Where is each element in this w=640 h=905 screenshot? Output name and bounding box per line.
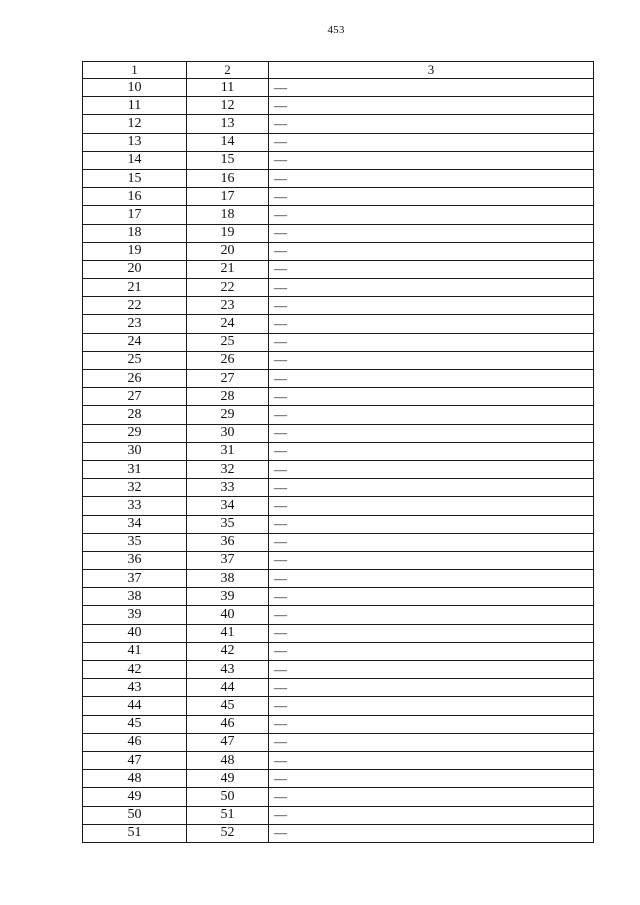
cell-col-2: 22 <box>187 279 269 297</box>
table-row <box>83 351 594 369</box>
cell-col-1: 31 <box>83 460 187 478</box>
cell-col-3: — <box>269 351 594 369</box>
cell-col-2: 15 <box>187 151 269 169</box>
table-row <box>83 642 594 660</box>
cell-col-3: — <box>269 770 594 788</box>
cell-col-1: 45 <box>83 715 187 733</box>
cell-col-2: 42 <box>187 642 269 660</box>
cell-col-3: — <box>269 406 594 424</box>
table-row <box>83 715 594 733</box>
table-row <box>83 133 594 151</box>
cell-col-1: 36 <box>83 551 187 569</box>
cell-col-1: 30 <box>83 442 187 460</box>
cell-col-2: 30 <box>187 424 269 442</box>
cell-col-3: — <box>269 697 594 715</box>
cell-col-2: 24 <box>187 315 269 333</box>
table-row <box>83 442 594 460</box>
cell-col-3: — <box>269 370 594 388</box>
cell-col-2: 41 <box>187 624 269 642</box>
cell-col-3: — <box>269 661 594 679</box>
cell-col-1: 35 <box>83 533 187 551</box>
cell-col-2: 29 <box>187 406 269 424</box>
cell-col-1: 28 <box>83 406 187 424</box>
cell-col-2: 27 <box>187 370 269 388</box>
cell-col-1: 16 <box>83 188 187 206</box>
table-row <box>83 370 594 388</box>
cell-col-1: 26 <box>83 370 187 388</box>
table-row <box>83 460 594 478</box>
table-row <box>83 297 594 315</box>
cell-col-3: — <box>269 169 594 187</box>
cell-col-3: — <box>269 115 594 133</box>
cell-col-1: 44 <box>83 697 187 715</box>
table-row <box>83 169 594 187</box>
table-row <box>83 570 594 588</box>
cell-col-1: 15 <box>83 169 187 187</box>
cell-col-1: 49 <box>83 788 187 806</box>
cell-col-1: 32 <box>83 479 187 497</box>
cell-col-3: — <box>269 279 594 297</box>
cell-col-1: 24 <box>83 333 187 351</box>
table-row <box>83 388 594 406</box>
cell-col-3: — <box>269 424 594 442</box>
cell-col-3: — <box>269 260 594 278</box>
cell-col-1: 17 <box>83 206 187 224</box>
cell-col-2: 17 <box>187 188 269 206</box>
cell-col-3: — <box>269 824 594 842</box>
cell-col-2: 45 <box>187 697 269 715</box>
cell-col-3: — <box>269 642 594 660</box>
table-row <box>83 551 594 569</box>
cell-col-2: 50 <box>187 788 269 806</box>
cell-col-2: 21 <box>187 260 269 278</box>
cell-col-2: 11 <box>187 79 269 97</box>
cell-col-2: 36 <box>187 533 269 551</box>
cell-col-2: 43 <box>187 661 269 679</box>
table-row <box>83 424 594 442</box>
cell-col-3: — <box>269 733 594 751</box>
cell-col-2: 28 <box>187 388 269 406</box>
table-row <box>83 788 594 806</box>
cell-col-3: — <box>269 679 594 697</box>
cell-col-2: 14 <box>187 133 269 151</box>
cell-col-1: 19 <box>83 242 187 260</box>
cell-col-3: — <box>269 151 594 169</box>
table-row <box>83 624 594 642</box>
cell-col-1: 51 <box>83 824 187 842</box>
cell-col-3: — <box>269 315 594 333</box>
cell-col-1: 11 <box>83 97 187 115</box>
cell-col-3: — <box>269 551 594 569</box>
cell-col-1: 37 <box>83 570 187 588</box>
cell-col-3: — <box>269 460 594 478</box>
table-row <box>83 224 594 242</box>
cell-col-2: 12 <box>187 97 269 115</box>
cell-col-3: — <box>269 624 594 642</box>
table-row <box>83 806 594 824</box>
cell-col-2: 20 <box>187 242 269 260</box>
cell-col-3: — <box>269 242 594 260</box>
cell-col-1: 33 <box>83 497 187 515</box>
cell-col-1: 22 <box>83 297 187 315</box>
cell-col-3: — <box>269 388 594 406</box>
table-row <box>83 824 594 842</box>
table-row <box>83 406 594 424</box>
header-row <box>83 62 594 79</box>
cell-col-1: 38 <box>83 588 187 606</box>
data-table <box>82 61 594 843</box>
table-row <box>83 533 594 551</box>
table-row <box>83 661 594 679</box>
cell-col-3: — <box>269 715 594 733</box>
cell-col-2: 31 <box>187 442 269 460</box>
cell-col-1: 27 <box>83 388 187 406</box>
cell-col-3: — <box>269 806 594 824</box>
cell-col-1: 46 <box>83 733 187 751</box>
table-row <box>83 242 594 260</box>
cell-col-2: 18 <box>187 206 269 224</box>
table-row <box>83 697 594 715</box>
table-row <box>83 315 594 333</box>
cell-col-1: 23 <box>83 315 187 333</box>
table-row <box>83 97 594 115</box>
table-body <box>83 79 594 843</box>
cell-col-3: — <box>269 497 594 515</box>
cell-col-1: 41 <box>83 642 187 660</box>
cell-col-2: 16 <box>187 169 269 187</box>
cell-col-3: — <box>269 751 594 769</box>
table-row <box>83 751 594 769</box>
cell-col-2: 48 <box>187 751 269 769</box>
table-header <box>83 62 594 79</box>
cell-col-2: 33 <box>187 479 269 497</box>
cell-col-3: — <box>269 297 594 315</box>
table-row <box>83 206 594 224</box>
table-row <box>83 333 594 351</box>
cell-col-3: — <box>269 188 594 206</box>
table-row <box>83 79 594 97</box>
cell-col-3: — <box>269 442 594 460</box>
cell-col-3: — <box>269 788 594 806</box>
cell-col-2: 51 <box>187 806 269 824</box>
table-row <box>83 115 594 133</box>
table-row <box>83 606 594 624</box>
cell-col-1: 21 <box>83 279 187 297</box>
cell-col-1: 18 <box>83 224 187 242</box>
cell-col-2: 52 <box>187 824 269 842</box>
cell-col-3: — <box>269 570 594 588</box>
table-row <box>83 479 594 497</box>
cell-col-1: 43 <box>83 679 187 697</box>
cell-col-2: 49 <box>187 770 269 788</box>
cell-col-2: 47 <box>187 733 269 751</box>
table-row <box>83 279 594 297</box>
cell-col-1: 40 <box>83 624 187 642</box>
cell-col-1: 34 <box>83 515 187 533</box>
table-row <box>83 260 594 278</box>
cell-col-2: 40 <box>187 606 269 624</box>
column-header-1: 1 <box>83 62 187 79</box>
cell-col-1: 39 <box>83 606 187 624</box>
table-row <box>83 151 594 169</box>
cell-col-3: — <box>269 97 594 115</box>
cell-col-1: 47 <box>83 751 187 769</box>
cell-col-3: — <box>269 133 594 151</box>
cell-col-2: 25 <box>187 333 269 351</box>
cell-col-1: 48 <box>83 770 187 788</box>
cell-col-3: — <box>269 588 594 606</box>
cell-col-2: 39 <box>187 588 269 606</box>
cell-col-2: 35 <box>187 515 269 533</box>
table-row <box>83 588 594 606</box>
column-header-2: 2 <box>187 62 269 79</box>
cell-col-3: — <box>269 206 594 224</box>
cell-col-3: — <box>269 515 594 533</box>
cell-col-3: — <box>269 333 594 351</box>
table-row <box>83 515 594 533</box>
cell-col-3: — <box>269 79 594 97</box>
cell-col-3: — <box>269 479 594 497</box>
table-row <box>83 770 594 788</box>
page-number: 453 <box>327 24 345 36</box>
cell-col-2: 44 <box>187 679 269 697</box>
cell-col-2: 26 <box>187 351 269 369</box>
cell-col-2: 38 <box>187 570 269 588</box>
cell-col-2: 34 <box>187 497 269 515</box>
cell-col-2: 32 <box>187 460 269 478</box>
cell-col-1: 10 <box>83 79 187 97</box>
cell-col-3: — <box>269 533 594 551</box>
cell-col-1: 13 <box>83 133 187 151</box>
cell-col-2: 19 <box>187 224 269 242</box>
cell-col-1: 25 <box>83 351 187 369</box>
cell-col-2: 37 <box>187 551 269 569</box>
cell-col-1: 20 <box>83 260 187 278</box>
cell-col-1: 50 <box>83 806 187 824</box>
cell-col-2: 13 <box>187 115 269 133</box>
cell-col-2: 23 <box>187 297 269 315</box>
table-row <box>83 733 594 751</box>
table-row <box>83 679 594 697</box>
column-header-3: 3 <box>269 62 594 79</box>
cell-col-1: 29 <box>83 424 187 442</box>
cell-col-3: — <box>269 224 594 242</box>
cell-col-2: 46 <box>187 715 269 733</box>
cell-col-1: 14 <box>83 151 187 169</box>
cell-col-3: — <box>269 606 594 624</box>
cell-col-1: 42 <box>83 661 187 679</box>
cell-col-1: 12 <box>83 115 187 133</box>
table-row <box>83 497 594 515</box>
table-row <box>83 188 594 206</box>
